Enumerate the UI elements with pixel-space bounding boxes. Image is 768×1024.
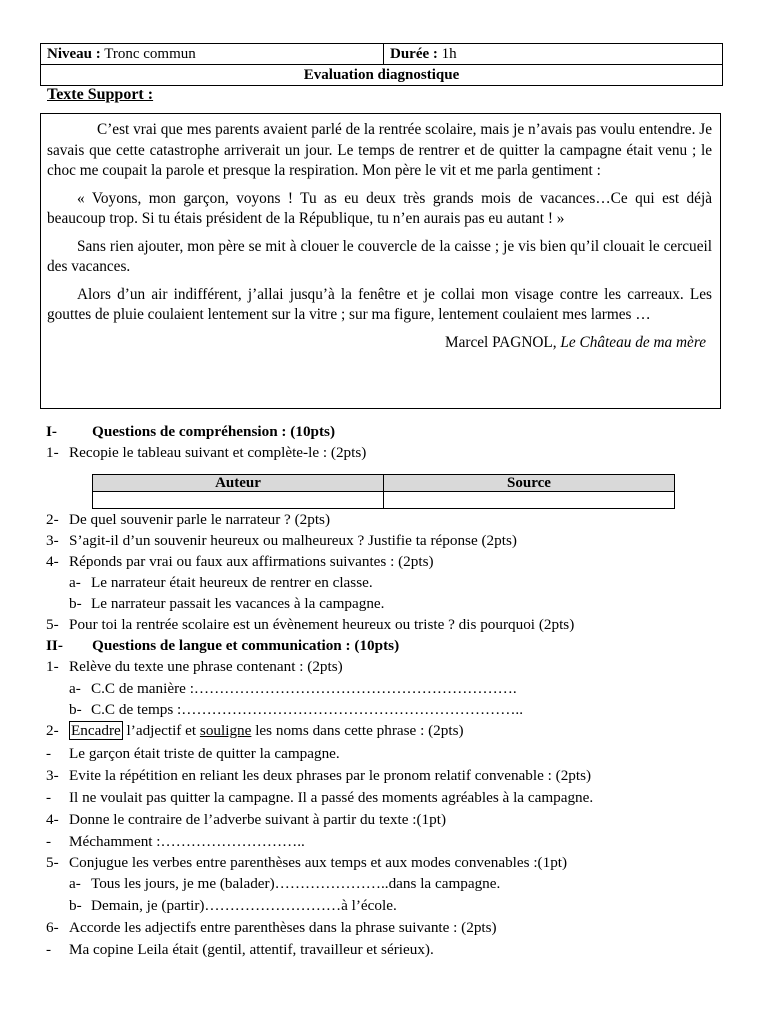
question-text: Donne le contraire de l’adverbe suivant à partir du texte :(1pt) bbox=[69, 811, 447, 828]
source-answer-cell[interactable] bbox=[384, 492, 675, 509]
sub-number: b- bbox=[69, 595, 82, 612]
paragraph-1: C’est vrai que mes parents avaient parlé de la rentrée scolaire, mais je n’avais pas voulu entendre. Je savais que cette catastrophe arriverait un jour. Le temps de rentrer et de quitter la campagne était venu ; le choc me coupait la parole et presque la respiration. Mon père le vit et me parla gentiment : bbox=[47, 121, 712, 179]
s1-question-5 bbox=[46, 615, 574, 635]
paragraph-3: Sans rien ajouter, mon père se mit à clouer le couvercle de la caisse ; je vis bien qu’il clouait le cercueil des vacances. bbox=[47, 237, 712, 275]
section-1-title: Questions de compréhension : (10pts) bbox=[92, 423, 336, 440]
question-text: S’agit-il d’un souvenir heureux ou malheureux ? Justifie ta réponse (2pts) bbox=[69, 532, 517, 549]
sub-text: Tous les jours, je me (balader)…………………..dans la campagne. bbox=[91, 875, 501, 892]
question-number: 4- bbox=[46, 811, 59, 828]
header-table bbox=[40, 43, 723, 86]
sentence-text: Il ne voulait pas quitter la campagne. Il a passé des moments agréables à la campagne. bbox=[69, 789, 594, 806]
paragraph-2: « Voyons, mon garçon, voyons ! Tu as eu deux très grands mois de vacances…Ce qui est déjà beaucoup trop. Si tu étais président de la République, tu n’en aurais pas eu autant ! » bbox=[47, 189, 712, 227]
question-text: Evite la répétition en reliant les deux phrases par le pronom relatif convenable : (2pts) bbox=[69, 767, 592, 784]
s2-question-5b bbox=[69, 896, 397, 916]
niveau-label: Niveau : bbox=[47, 45, 101, 62]
s2-question-3 bbox=[46, 766, 591, 786]
s2-sentence-6 bbox=[46, 940, 434, 960]
s1-question-4b bbox=[69, 594, 384, 614]
question-text: Accorde les adjectifs entre parenthèses dans la phrase suivante : (2pts) bbox=[69, 919, 497, 936]
dash: - bbox=[46, 941, 52, 958]
section-2-heading bbox=[46, 636, 399, 656]
sentence-text: Méchamment :……………………….. bbox=[69, 833, 305, 850]
sub-number: a- bbox=[69, 574, 81, 591]
col-source-header: Source bbox=[384, 475, 675, 492]
sentence-text: Le garçon était triste de quitter la campagne. bbox=[69, 745, 340, 762]
s2-question-5 bbox=[46, 853, 567, 873]
sub-text: Demain, je (partir)………………………à l’école. bbox=[91, 897, 397, 914]
s2-question-2 bbox=[46, 721, 464, 741]
question-text-part-2: les noms dans cette phrase : (2pts) bbox=[251, 722, 464, 739]
question-number: 5- bbox=[46, 854, 59, 871]
question-text: De quel souvenir parle le narrateur ? (2pts) bbox=[69, 511, 331, 528]
author-line bbox=[47, 334, 712, 352]
section-2-title: Questions de langue et communication : (10pts) bbox=[92, 637, 400, 654]
question-number: 3- bbox=[46, 767, 59, 784]
sub-number: a- bbox=[69, 875, 81, 892]
author-source-table bbox=[92, 474, 675, 509]
s2-sentence-2 bbox=[46, 744, 340, 764]
work-title: Le Château de ma mère bbox=[560, 333, 706, 351]
question-text: Conjugue les verbes entre parenthèses aux temps et aux modes convenables :(1pt) bbox=[69, 854, 568, 871]
souligne-word: souligne bbox=[199, 722, 252, 739]
s2-sentence-4 bbox=[46, 832, 305, 852]
duree-value: 1h bbox=[441, 45, 457, 62]
niveau-cell bbox=[41, 44, 384, 65]
sub-number: b- bbox=[69, 701, 82, 718]
s2-question-4 bbox=[46, 810, 446, 830]
question-number: 1- bbox=[46, 658, 59, 675]
section-1-heading bbox=[46, 422, 335, 442]
question-number: 4- bbox=[46, 553, 59, 570]
s2-sentence-3 bbox=[46, 788, 593, 808]
s1-question-4a bbox=[69, 573, 373, 593]
duree-label: Durée : bbox=[390, 45, 438, 62]
s2-question-1a bbox=[69, 679, 517, 699]
niveau-value: Tronc commun bbox=[104, 45, 196, 62]
evaluation-title: Evaluation diagnostique bbox=[41, 65, 723, 86]
s2-question-1b bbox=[69, 700, 523, 720]
support-label: Texte Support : bbox=[47, 86, 154, 103]
sub-text: C.C de temps :………………………………………………………….. bbox=[91, 701, 523, 718]
duree-cell bbox=[384, 44, 723, 65]
support-text-box bbox=[40, 113, 721, 409]
question-number: 2- bbox=[46, 722, 59, 739]
dash: - bbox=[46, 789, 52, 806]
sub-text: C.C de manière :………………………………………………………. bbox=[91, 680, 517, 697]
question-text: Pour toi la rentrée scolaire est un évènement heureux ou triste ? dis pourquoi (2pts) bbox=[69, 616, 575, 633]
question-number: 1- bbox=[46, 444, 59, 461]
question-text: Relève du texte une phrase contenant : (2pts) bbox=[69, 658, 343, 675]
dash: - bbox=[46, 833, 52, 850]
s1-question-2 bbox=[46, 510, 330, 530]
sub-number: a- bbox=[69, 680, 81, 697]
question-text-part-1: l’adjectif et bbox=[122, 722, 200, 739]
section-2-number: II- bbox=[46, 637, 63, 654]
auteur-answer-cell[interactable] bbox=[93, 492, 384, 509]
question-text: Réponds par vrai ou faux aux affirmations suivantes : (2pts) bbox=[69, 553, 434, 570]
author-name: Marcel PAGNOL, bbox=[444, 333, 557, 351]
s2-question-5a bbox=[69, 874, 500, 894]
s2-question-1 bbox=[46, 657, 343, 677]
sub-number: b- bbox=[69, 897, 82, 914]
s1-question-3 bbox=[46, 531, 517, 551]
sentence-text: Ma copine Leila était (gentil, attentif, travailleur et sérieux). bbox=[69, 941, 434, 958]
section-1-number: I- bbox=[46, 423, 57, 440]
question-number: 5- bbox=[46, 616, 59, 633]
sub-text: Le narrateur passait les vacances à la campagne. bbox=[91, 595, 385, 612]
s1-question-1 bbox=[46, 443, 366, 463]
question-text: Recopie le tableau suivant et complète-le : (2pts) bbox=[69, 444, 367, 461]
dash: - bbox=[46, 745, 52, 762]
encadre-word: Encadre bbox=[71, 722, 121, 739]
col-auteur-header: Auteur bbox=[93, 475, 384, 492]
s1-question-4 bbox=[46, 552, 434, 572]
question-number: 3- bbox=[46, 532, 59, 549]
question-number: 6- bbox=[46, 919, 59, 936]
question-number: 2- bbox=[46, 511, 59, 528]
sub-text: Le narrateur était heureux de rentrer en classe. bbox=[91, 574, 373, 591]
s2-question-6 bbox=[46, 918, 497, 938]
paragraph-4: Alors d’un air indifférent, j’allai jusqu’à la fenêtre et je collai mon visage contre les carreaux. Les gouttes de pluie coulaient lentement sur la vitre ; sur ma figure, lentement coulaient mes larmes … bbox=[47, 285, 712, 323]
